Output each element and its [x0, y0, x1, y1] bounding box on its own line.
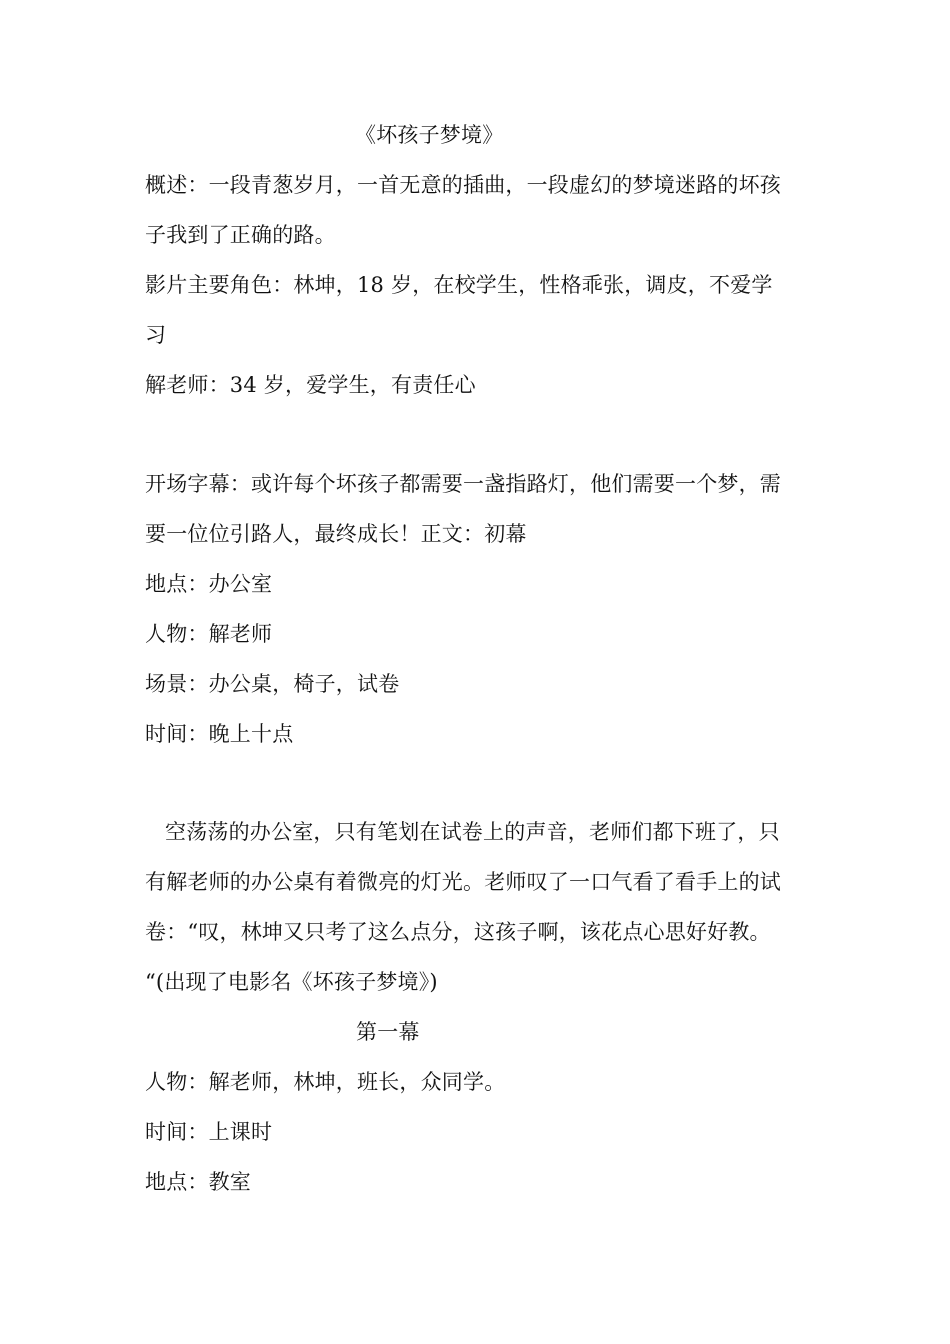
- summary-line-2: 子我到了正确的路。: [145, 223, 336, 247]
- teacher-description: 解老师：34 岁，爱学生，有责任心: [145, 373, 476, 397]
- opening-caption-line-1: 开场字幕：或许每个坏孩子都需要一盏指路灯，他们需要一个梦，需: [145, 472, 781, 496]
- characters-line-2: 习: [145, 323, 167, 347]
- narrative-line-4: “(出现了电影名《坏孩子梦境》): [145, 970, 438, 994]
- document-title: 《坏孩子梦境》: [355, 123, 504, 147]
- characters-line-1: 影片主要角色：林坤，18 岁，在校学生，性格乖张，调皮，不爱学: [145, 273, 773, 297]
- prologue-people: 人物：解老师: [145, 622, 273, 646]
- act-one-people: 人物：解老师，林坤，班长，众同学。: [145, 1070, 506, 1094]
- prologue-scene: 场景：办公桌，椅子，试卷: [145, 672, 400, 696]
- opening-caption-line-2: 要一位位引路人，最终成长！正文：初幕: [145, 522, 527, 546]
- narrative-line-1: 空荡荡的办公室，只有笔划在试卷上的声音，老师们都下班了，只: [165, 820, 780, 844]
- act-one-time: 时间：上课时: [145, 1120, 273, 1144]
- prologue-time: 时间：晚上十点: [145, 722, 294, 746]
- prologue-location: 地点：办公室: [145, 572, 273, 596]
- narrative-line-3: 卷：“叹，林坤又只考了这么点分，这孩子啊，该花点心思好好教。: [145, 920, 771, 944]
- narrative-line-2: 有解老师的办公桌有着微亮的灯光。老师叹了一口气看了看手上的试: [145, 870, 781, 894]
- summary-line-1: 概述：一段青葱岁月，一首无意的插曲，一段虚幻的梦境迷路的坏孩: [145, 173, 781, 197]
- act-one-heading: 第一幕: [356, 1020, 420, 1044]
- act-one-location: 地点：教室: [145, 1170, 251, 1194]
